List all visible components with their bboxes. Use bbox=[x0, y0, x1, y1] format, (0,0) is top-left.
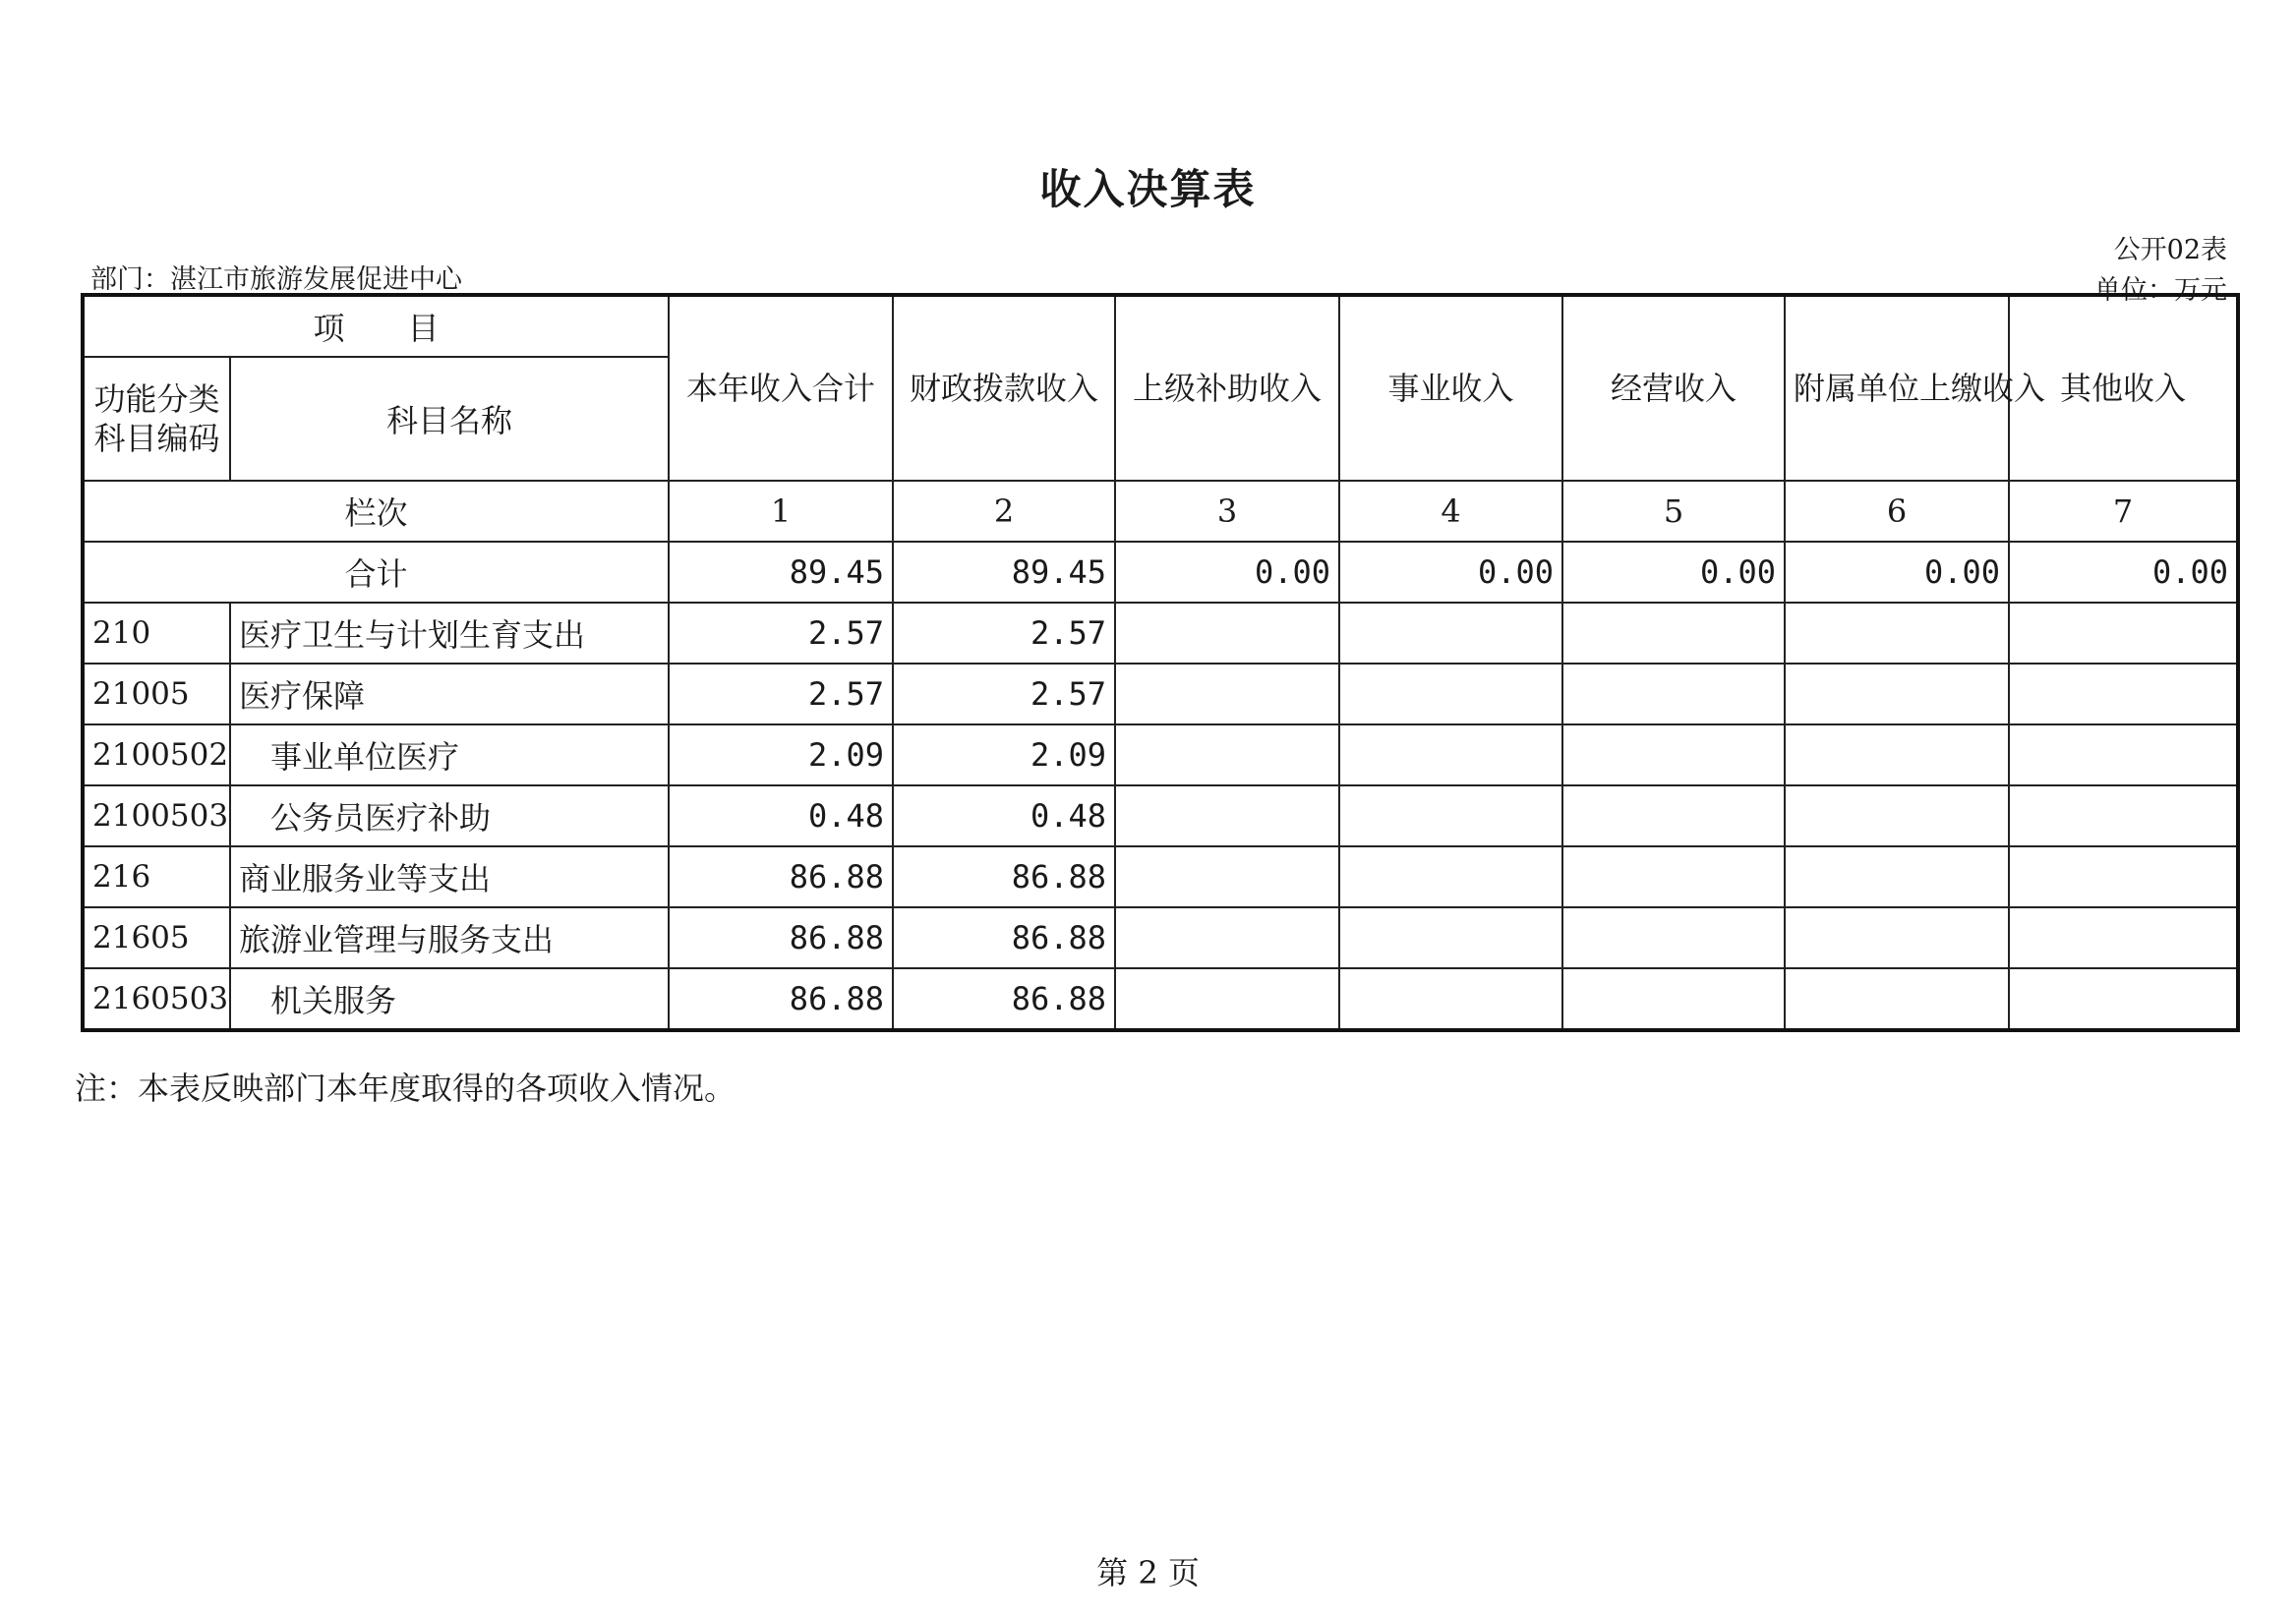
row-name: 机关服务 bbox=[230, 968, 669, 1030]
row-value: 86.88 bbox=[893, 907, 1115, 968]
total-value: 89.45 bbox=[669, 542, 893, 603]
row-value bbox=[1562, 664, 1785, 724]
table-row bbox=[83, 603, 2238, 664]
row-value bbox=[1339, 664, 1562, 724]
row-value: 0.48 bbox=[669, 785, 893, 846]
row-name: 医疗保障 bbox=[230, 664, 669, 724]
row-value bbox=[2009, 724, 2238, 785]
table-row bbox=[83, 664, 2238, 724]
row-value bbox=[1562, 603, 1785, 664]
column-number: 1 bbox=[669, 481, 893, 542]
income-table-wrapper bbox=[81, 293, 2236, 1032]
row-code: 2100503 bbox=[83, 785, 230, 846]
column-number-row bbox=[83, 481, 2238, 542]
row-name: 事业单位医疗 bbox=[230, 724, 669, 785]
row-value bbox=[2009, 603, 2238, 664]
row-name: 医疗卫生与计划生育支出 bbox=[230, 603, 669, 664]
row-value bbox=[2009, 846, 2238, 907]
row-value bbox=[1115, 664, 1339, 724]
row-value: 2.57 bbox=[669, 664, 893, 724]
row-code: 2100502 bbox=[83, 724, 230, 785]
row-value: 86.88 bbox=[893, 968, 1115, 1030]
row-value bbox=[1115, 968, 1339, 1030]
table-row bbox=[83, 724, 2238, 785]
header-row-top bbox=[83, 295, 2238, 357]
table-row bbox=[83, 968, 2238, 1030]
row-value bbox=[1562, 907, 1785, 968]
row-value bbox=[1785, 846, 2009, 907]
row-value bbox=[1115, 785, 1339, 846]
row-value bbox=[2009, 785, 2238, 846]
row-value bbox=[1785, 785, 2009, 846]
total-row bbox=[83, 542, 2238, 603]
row-value bbox=[1562, 846, 1785, 907]
row-value bbox=[1785, 664, 2009, 724]
row-value: 0.48 bbox=[893, 785, 1115, 846]
header-item: 项 目 bbox=[83, 295, 669, 357]
total-value: 89.45 bbox=[893, 542, 1115, 603]
column-number: 5 bbox=[1562, 481, 1785, 542]
row-value: 86.88 bbox=[669, 907, 893, 968]
row-name: 公务员医疗补助 bbox=[230, 785, 669, 846]
row-value: 2.57 bbox=[669, 603, 893, 664]
row-code: 2160503 bbox=[83, 968, 230, 1030]
header-col-3: 上级补助收入 bbox=[1115, 295, 1339, 481]
row-value: 86.88 bbox=[893, 846, 1115, 907]
row-value bbox=[1562, 724, 1785, 785]
column-number: 6 bbox=[1785, 481, 2009, 542]
row-value bbox=[1785, 907, 2009, 968]
row-code: 210 bbox=[83, 603, 230, 664]
header-col-2: 财政拨款收入 bbox=[893, 295, 1115, 481]
row-value bbox=[1785, 968, 2009, 1030]
header-col-7: 其他收入 bbox=[2009, 295, 2238, 481]
column-number: 2 bbox=[893, 481, 1115, 542]
total-value: 0.00 bbox=[1115, 542, 1339, 603]
row-value bbox=[1115, 846, 1339, 907]
column-number: 7 bbox=[2009, 481, 2238, 542]
header-name: 科目名称 bbox=[230, 357, 669, 481]
column-number: 3 bbox=[1115, 481, 1339, 542]
row-value bbox=[1339, 846, 1562, 907]
page-title: 收入决算表 bbox=[1039, 165, 1257, 213]
row-value bbox=[1339, 724, 1562, 785]
table-row bbox=[83, 785, 2238, 846]
table-row bbox=[83, 907, 2238, 968]
header-col-4: 事业收入 bbox=[1339, 295, 1562, 481]
column-number: 4 bbox=[1339, 481, 1562, 542]
income-table bbox=[81, 293, 2240, 1032]
department-label: 部门：湛江市旅游发展促进中心 bbox=[90, 264, 462, 295]
total-value: 0.00 bbox=[2009, 542, 2238, 603]
table-note: 注：本表反映部门本年度取得的各项收入情况。 bbox=[75, 1070, 736, 1107]
row-name: 旅游业管理与服务支出 bbox=[230, 907, 669, 968]
row-value bbox=[2009, 907, 2238, 968]
row-name: 商业服务业等支出 bbox=[230, 846, 669, 907]
row-value bbox=[2009, 968, 2238, 1030]
row-value bbox=[1339, 603, 1562, 664]
row-code: 21605 bbox=[83, 907, 230, 968]
table-row bbox=[83, 846, 2238, 907]
header-col-1: 本年收入合计 bbox=[669, 295, 893, 481]
total-value: 0.00 bbox=[1339, 542, 1562, 603]
unit-label: 单位：万元 bbox=[2094, 275, 2227, 306]
form-number: 公开02表 bbox=[2113, 235, 2227, 265]
row-value bbox=[1785, 603, 2009, 664]
row-value: 86.88 bbox=[669, 968, 893, 1030]
page-number: 第 2 页 bbox=[1096, 1554, 1200, 1591]
row-value bbox=[1115, 603, 1339, 664]
row-value: 86.88 bbox=[669, 846, 893, 907]
row-index-label: 栏次 bbox=[83, 481, 669, 542]
row-value: 2.09 bbox=[893, 724, 1115, 785]
header-col-6: 附属单位上缴收入 bbox=[1785, 295, 2009, 481]
header-code: 功能分类科目编码 bbox=[83, 357, 230, 481]
total-value: 0.00 bbox=[1562, 542, 1785, 603]
row-value: 2.57 bbox=[893, 664, 1115, 724]
row-code: 21005 bbox=[83, 664, 230, 724]
row-value bbox=[2009, 664, 2238, 724]
row-value bbox=[1339, 785, 1562, 846]
total-value: 0.00 bbox=[1785, 542, 2009, 603]
row-value bbox=[1115, 907, 1339, 968]
total-label: 合计 bbox=[83, 542, 669, 603]
row-code: 216 bbox=[83, 846, 230, 907]
header-col-5: 经营收入 bbox=[1562, 295, 1785, 481]
row-value bbox=[1115, 724, 1339, 785]
row-value: 2.57 bbox=[893, 603, 1115, 664]
row-value bbox=[1785, 724, 2009, 785]
row-value bbox=[1339, 968, 1562, 1030]
row-value bbox=[1339, 907, 1562, 968]
row-value bbox=[1562, 968, 1785, 1030]
row-value: 2.09 bbox=[669, 724, 893, 785]
row-value bbox=[1562, 785, 1785, 846]
